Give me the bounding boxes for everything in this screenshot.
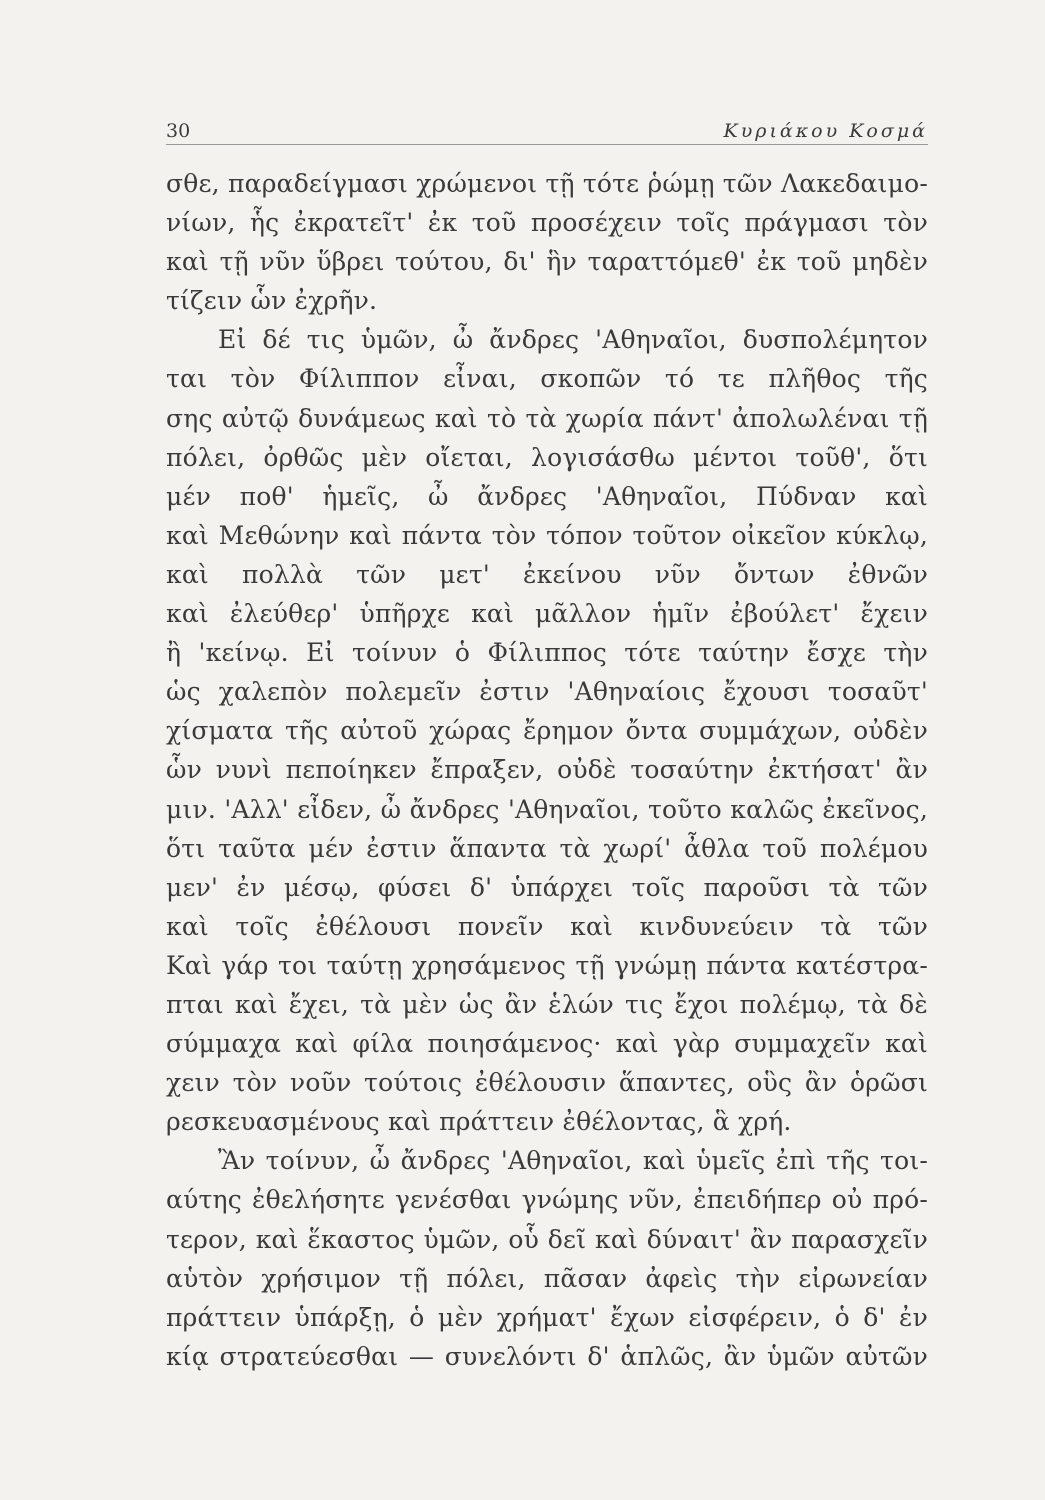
line-text: ἢ 'κείνῳ. Εἰ τοίνυν ὁ Φίλιππος τότε ταύτην ἔσχε τὴν [166, 638, 928, 668]
text-line [166, 1063, 928, 1102]
line-text: καὶ τοῖς ἐθέλουσι πονεῖν καὶ κινδυνεύειν τὰ τῶν [166, 911, 928, 941]
line-text: τερον, καὶ ἕκαστος ὑμῶν, οὗ δεῖ καὶ δύναιτ' ἂν παρασχεῖν [166, 1224, 928, 1254]
text-line [166, 594, 928, 633]
text-line [166, 359, 928, 398]
running-head: Κυριάκου Κοσμά [723, 120, 928, 142]
line-text: Καὶ γάρ τοι ταύτῃ χρησάμενος τῇ γνώμῃ πάντα κατέστρα- [166, 950, 928, 980]
text-line [166, 516, 928, 555]
line-text: ὅτι ταῦτα μέν ἐστιν ἅπαντα τὰ χωρί' ἆθλα τοῦ πολέμου [166, 833, 928, 863]
text-line [166, 907, 928, 946]
text-line [166, 320, 928, 359]
text-line [166, 399, 928, 438]
line-text: αύτης ἐθελήσητε γενέσθαι γνώμης νῦν, ἐπειδήπερ οὐ πρό- [166, 1185, 928, 1215]
text-line [166, 477, 928, 516]
line-text: πται καὶ ἔχει, τὰ μὲν ὡς ἂν ἑλών τις ἔχοι πολέμῳ, τὰ δὲ [166, 989, 928, 1019]
text-line [166, 946, 928, 985]
text-line [166, 242, 928, 281]
line-text: κίᾳ στρατεύεσθαι — συνελόντι δ' ἁπλῶς, ἂν ὑμῶν αὐτῶν [166, 1341, 928, 1371]
line-text: ται τὸν Φίλιππον εἶναι, σκοπῶν τό τε πλῆθος τῆς [166, 364, 928, 394]
line-text: μεν' ἐν μέσῳ, φύσει δ' ὑπάρχει τοῖς παροῦσι τὰ τῶν [166, 872, 928, 902]
line-text: σης αὐτῷ δυνάμεως καὶ τὸ τὰ χωρία πάντ' ἀπολωλέναι τῇ [166, 403, 928, 433]
text-line [166, 203, 928, 242]
text-line [166, 281, 928, 320]
text-line [166, 672, 928, 711]
line-text: χίσματα τῆς αὐτοῦ χώρας ἔρημον ὄντα συμμάχων, οὐδὲν [166, 716, 928, 746]
text-line [166, 829, 928, 868]
text-line [166, 790, 928, 829]
text-line [166, 1259, 928, 1298]
line-text: καὶ ἐλεύθερ' ὑπῆρχε καὶ μᾶλλον ἡμῖν ἐβούλετ' ἔχειν [166, 599, 928, 629]
line-text: μιν. 'Αλλ' εἶδεν, ὦ ἄνδρες 'Αθηναῖοι, τοῦτο καλῶς ἐκεῖνος, [166, 794, 928, 824]
text-line [166, 1102, 928, 1141]
line-text: καὶ τῇ νῦν ὕβρει τούτου, δι' ἣν ταραττόμεθ' ἐκ τοῦ μηδὲν [166, 247, 928, 277]
line-text: μέν ποθ' ἡμεῖς, ὦ ἄνδρες 'Αθηναῖοι, Πύδναν καὶ [166, 481, 928, 511]
text-line [166, 555, 928, 594]
page-header [166, 118, 928, 145]
line-text: Ἂν τοίνυν, ὦ ἄνδρες 'Αθηναῖοι, καὶ ὑμεῖς ἐπὶ τῆς τοι- [218, 1146, 928, 1176]
line-text: ὧν νυνὶ πεποίηκεν ἔπραξεν, οὐδὲ τοσαύτην ἐκτήσατ' ἂν [166, 755, 928, 785]
line-text: νίων, ἧς ἐκρατεῖτ' ἐκ τοῦ προσέχειν τοῖς πράγμασι τὸν [166, 208, 928, 238]
text-line [166, 750, 928, 789]
line-text: τίζειν ὧν ἐχρῆν. [166, 286, 378, 316]
text-line [166, 985, 928, 1024]
line-text: καὶ Μεθώνην καὶ πάντα τὸν τόπον τοῦτον οἰκεῖον κύκλῳ, [166, 520, 928, 550]
line-text: ὡς χαλεπὸν πολεμεῖν ἐστιν 'Αθηναίοις ἔχουσι τοσαῦτ' [166, 677, 928, 707]
line-text: σθε, παραδείγμασι χρώμενοι τῇ τότε ῥώμῃ τῶν Λακεδαιμο- [166, 169, 928, 198]
text-line [166, 868, 928, 907]
text-line [166, 438, 928, 477]
line-text: Εἰ δέ τις ὑμῶν, ὦ ἄνδρες 'Αθηναῖοι, δυσπολέμητον [218, 325, 928, 355]
line-text: αὑτὸν χρήσιμον τῇ πόλει, πᾶσαν ἀφεὶς τὴν εἰρωνείαν [166, 1263, 928, 1293]
text-line [166, 711, 928, 750]
text-line [166, 1220, 928, 1259]
line-text: πόλει, ὀρθῶς μὲν οἴεται, λογισάσθω μέντοι τοῦθ', ὅτι [166, 442, 928, 472]
line-text: καὶ πολλὰ τῶν μετ' ἐκείνου νῦν ὄντων ἐθνῶν [166, 559, 928, 589]
body-text [166, 164, 928, 1376]
text-line [166, 1337, 928, 1376]
line-text: πράττειν ὑπάρξῃ, ὁ μὲν χρήματ' ἔχων εἰσφέρειν, ὁ δ' ἐν [166, 1302, 928, 1332]
text-line [166, 1298, 928, 1337]
line-text: χειν τὸν νοῦν τούτοις ἐθέλουσιν ἅπαντες, οὓς ἂν ὁρῶσι [166, 1068, 928, 1098]
line-text: ρεσκευασμένους καὶ πράττειν ἐθέλοντας, ἃ χρή. [166, 1107, 792, 1137]
page-number: 30 [166, 120, 191, 142]
text-line [166, 1141, 928, 1180]
text-line [166, 1024, 928, 1063]
line-text: σύμμαχα καὶ φίλα ποιησάμενος· καὶ γὰρ συμμαχεῖν καὶ [166, 1029, 928, 1059]
text-line [166, 633, 928, 672]
text-line [166, 1180, 928, 1219]
text-line [166, 164, 928, 203]
